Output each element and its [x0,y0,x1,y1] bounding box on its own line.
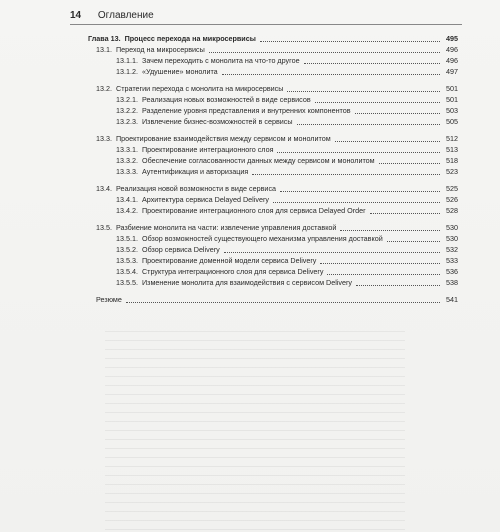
dot-leader [277,152,440,153]
dot-leader [252,174,440,175]
toc-entry[interactable] [88,295,458,306]
toc-entry-text: Изменение монолита для взаимодействия с сервисом Delivery [141,278,352,288]
toc-page-number: 505 [446,117,458,127]
dot-leader [260,41,440,42]
toc-entry-text: Процесс перехода на микросервисы [124,34,256,44]
toc-entry-number: 13.5. [96,223,112,233]
toc-entry-title [96,135,333,143]
toc-entry-title [116,146,275,154]
toc-entry[interactable] [88,195,458,206]
toc-page-number: 497 [446,67,458,77]
toc-entry-text: Зачем переходить с монолита на что-то другое [141,56,300,66]
toc-entry-number: 13.2.3. [116,117,138,127]
toc-page-number: 503 [446,106,458,116]
toc-entry[interactable] [88,156,458,167]
toc-entry[interactable] [88,95,458,106]
toc-entry-text: Резюме [96,295,122,305]
dot-leader [327,274,440,275]
toc-entry-number: 13.4. [96,184,112,194]
toc-page-number: 525 [446,184,458,194]
bleed-through-text [105,330,405,530]
toc-page-number: 530 [446,223,458,233]
toc-page-number: 528 [446,206,458,216]
toc-entry-text: Проектирование доменной модели сервиса Delivery [141,256,317,266]
toc-entry-number: 13.3.2. [116,156,138,166]
toc-page-number: 512 [446,134,458,144]
toc-entry-number: 13.5.5. [116,278,138,288]
toc-entry-text: Обзор сервиса Delivery [141,245,220,255]
toc-page-number: 518 [446,156,458,166]
dot-leader [387,241,440,242]
toc-entry-number: 13.3.3. [116,167,138,177]
toc-entry-title [116,168,250,176]
toc-entry-title [96,46,207,54]
toc-entry-text: Разбиение монолита на части: извлечение управления доставкой [116,223,337,233]
toc-entry-text: Разделение уровня представления и внутренних компонентов [141,106,351,116]
toc-entry-title [116,96,313,104]
toc-entry-title [96,185,278,193]
toc-page-number: 533 [446,256,458,266]
toc-entry-text: Проектирование интеграционного слоя для сервиса Delayed Order [141,206,366,216]
toc-entry-number: 13.3.1. [116,145,138,155]
toc-entry-number: 13.5.3. [116,256,138,266]
dot-leader [273,202,440,203]
page-title: Оглавление [97,10,154,21]
toc-entry-text: Реализация новой возможности в виде сервиса [116,184,277,194]
toc-entry[interactable] [88,278,458,289]
toc-entry-title [96,224,338,232]
toc-entry-number: 13.1.2. [116,67,138,77]
dot-leader [370,213,441,214]
toc-entry-text: Стратегии перехода с монолита на микросервисы [116,84,284,94]
toc-entry-text: Обеспечение согласованности данных между сервисом и монолитом [141,156,375,166]
toc-entry[interactable] [88,206,458,217]
toc-page-number: 523 [446,167,458,177]
toc-entry-text: Реализация новых возможностей в виде сервисов [141,95,311,105]
toc-page-number: 501 [446,84,458,94]
toc-entry-number: 13.1.1. [116,56,138,66]
toc-entry-title [116,68,220,76]
toc-entry-text: Переход на микросервисы [116,45,205,55]
toc-page-number: 496 [446,56,458,66]
toc-entry-number: 13.5.1. [116,234,138,244]
toc-entry-number: 13.1. [96,45,112,55]
toc-entry[interactable] [88,267,458,278]
toc-entry[interactable] [88,84,458,95]
toc-entry-number: 13.4.2. [116,206,138,216]
dot-leader [222,74,440,75]
toc-page-number: 530 [446,234,458,244]
toc-entry-title [96,296,124,304]
toc-entry-text: Извлечение бизнес-возможностей в сервисы [141,117,293,127]
toc-entry-title [116,268,325,276]
dot-leader [297,124,440,125]
toc-entry[interactable] [88,134,458,145]
dot-leader [209,52,440,53]
dot-leader [287,91,440,92]
toc-entry-text: Структура интеграционного слоя для сервиса Delivery [141,267,324,277]
toc-entry-title [96,85,285,93]
toc-page-number: 501 [446,95,458,105]
toc-page-number: 532 [446,245,458,255]
toc-entry-title [116,279,354,287]
toc-entry-title [88,35,258,43]
toc-entry-number: 13.2.2. [116,106,138,116]
toc-entry-number: 13.2.1. [116,95,138,105]
toc-entry[interactable] [88,45,458,56]
toc-page-number: 496 [446,45,458,55]
toc-entry-text: Архитектура сервиса Delayed Delivery [141,195,269,205]
toc-page-number: 536 [446,267,458,277]
dot-leader [224,252,440,253]
toc-entry-title [116,257,318,265]
toc-page-number: 513 [446,145,458,155]
toc-entry-number: 13.3. [96,134,112,144]
toc-page-number: 538 [446,278,458,288]
dot-leader [304,63,440,64]
toc-entry-text: Аутентификация и авторизация [141,167,249,177]
toc-entry[interactable] [88,234,458,245]
toc-entry[interactable] [88,167,458,178]
toc-entry[interactable] [88,67,458,78]
page-header [70,8,462,25]
table-of-contents [88,34,458,306]
toc-page-number: 541 [446,295,458,305]
toc-entry-text: Проектирование взаимодействия между сервисом и монолитом [116,134,331,144]
dot-leader [379,163,440,164]
toc-entry-title [116,57,302,65]
toc-entry[interactable] [88,223,458,234]
toc-entry[interactable] [88,34,458,45]
toc-page-number: 495 [446,34,458,44]
toc-entry-number: 13.5.4. [116,267,138,277]
toc-entry-title [116,196,271,204]
dot-leader [280,191,440,192]
dot-leader [126,302,440,303]
toc-entry-number: 13.5.2. [116,245,138,255]
toc-entry[interactable] [88,184,458,195]
dot-leader [320,263,440,264]
toc-entry-number: 13.4.1. [116,195,138,205]
toc-entry[interactable] [88,106,458,117]
dot-leader [356,285,440,286]
toc-entry[interactable] [88,145,458,156]
toc-entry[interactable] [88,117,458,128]
toc-entry-title [116,246,222,254]
toc-entry-number: 13.2. [96,84,112,94]
toc-entry[interactable] [88,256,458,267]
toc-page-number: 526 [446,195,458,205]
page-number: 14 [70,10,82,21]
dot-leader [335,141,440,142]
dot-leader [355,113,440,114]
toc-entry-text: Обзор возможностей существующего механизма управления доставкой [141,234,383,244]
toc-entry-text: Проектирование интеграционного слоя [141,145,274,155]
toc-entry-text: «Удушение» монолита [141,67,218,77]
dot-leader [340,230,440,231]
toc-entry-title [116,118,295,126]
toc-entry[interactable] [88,245,458,256]
toc-entry-title [116,157,377,165]
toc-entry-title [116,235,385,243]
toc-entry[interactable] [88,56,458,67]
toc-entry-title [116,207,368,215]
toc-entry-title [116,107,353,115]
dot-leader [315,102,440,103]
toc-entry-number: Глава 13. [88,34,121,44]
